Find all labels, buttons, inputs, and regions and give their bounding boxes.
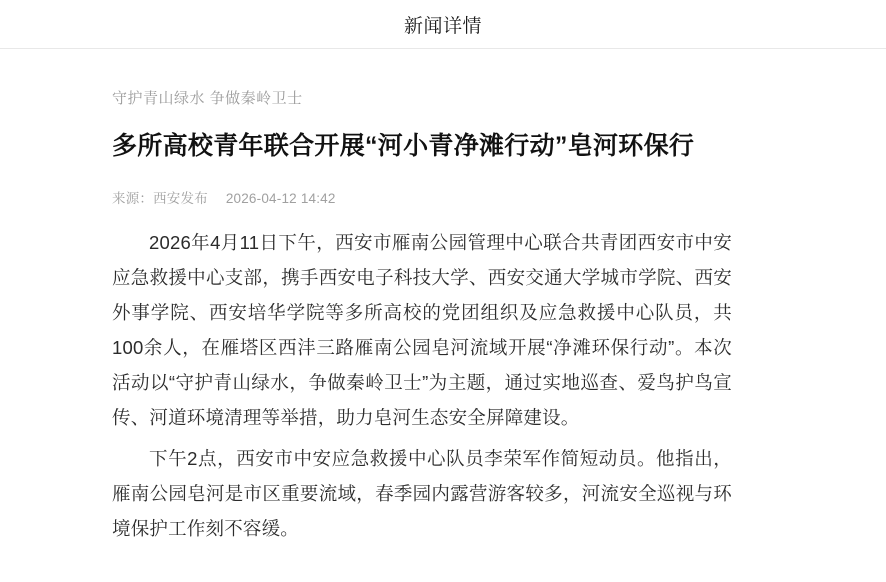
article-source: 来源：西安发布 bbox=[112, 191, 208, 206]
article-paragraph: 2026年4月11日下午，西安市雁南公园管理中心联合共青团西安市中安应急救援中心支部，携手西安电子科技大学、西安交通大学城市学院、西安外事学院、西安培华学院等多所高校的党团组织及应急救援中心队员，共100余人，在雁塔区西沣三路雁南公园皂河流域开展“净滩环保行动”。本次活动以“守护青山绿水，争做秦岭卫士”为主题，通过实地巡查、爱鸟护鸟宣传、河道环境清理等举措，助力皂河生态安全屏障建设。 bbox=[112, 232, 732, 428]
article-timestamp: 2026-04-12 14:42 bbox=[225, 191, 336, 206]
article-body bbox=[112, 225, 732, 546]
page-title: 新闻详情 bbox=[403, 15, 482, 37]
top-bar bbox=[0, 0, 886, 49]
article-meta bbox=[112, 187, 824, 207]
article-headline: 多所高校青年联合开展“河小青净滩行动”皂河环保行 bbox=[112, 132, 695, 160]
article-container bbox=[0, 87, 886, 546]
article-paragraph: 下午2点，西安市中安应急救援中心队员李荣军作简短动员。他指出，雁南公园皂河是市区重要流域，春季园内露营游客较多，河流安全巡视与环境保护工作刻不容缓。 bbox=[112, 448, 732, 539]
article-kicker: 守护青山绿水 争做秦岭卫士 bbox=[112, 90, 303, 107]
